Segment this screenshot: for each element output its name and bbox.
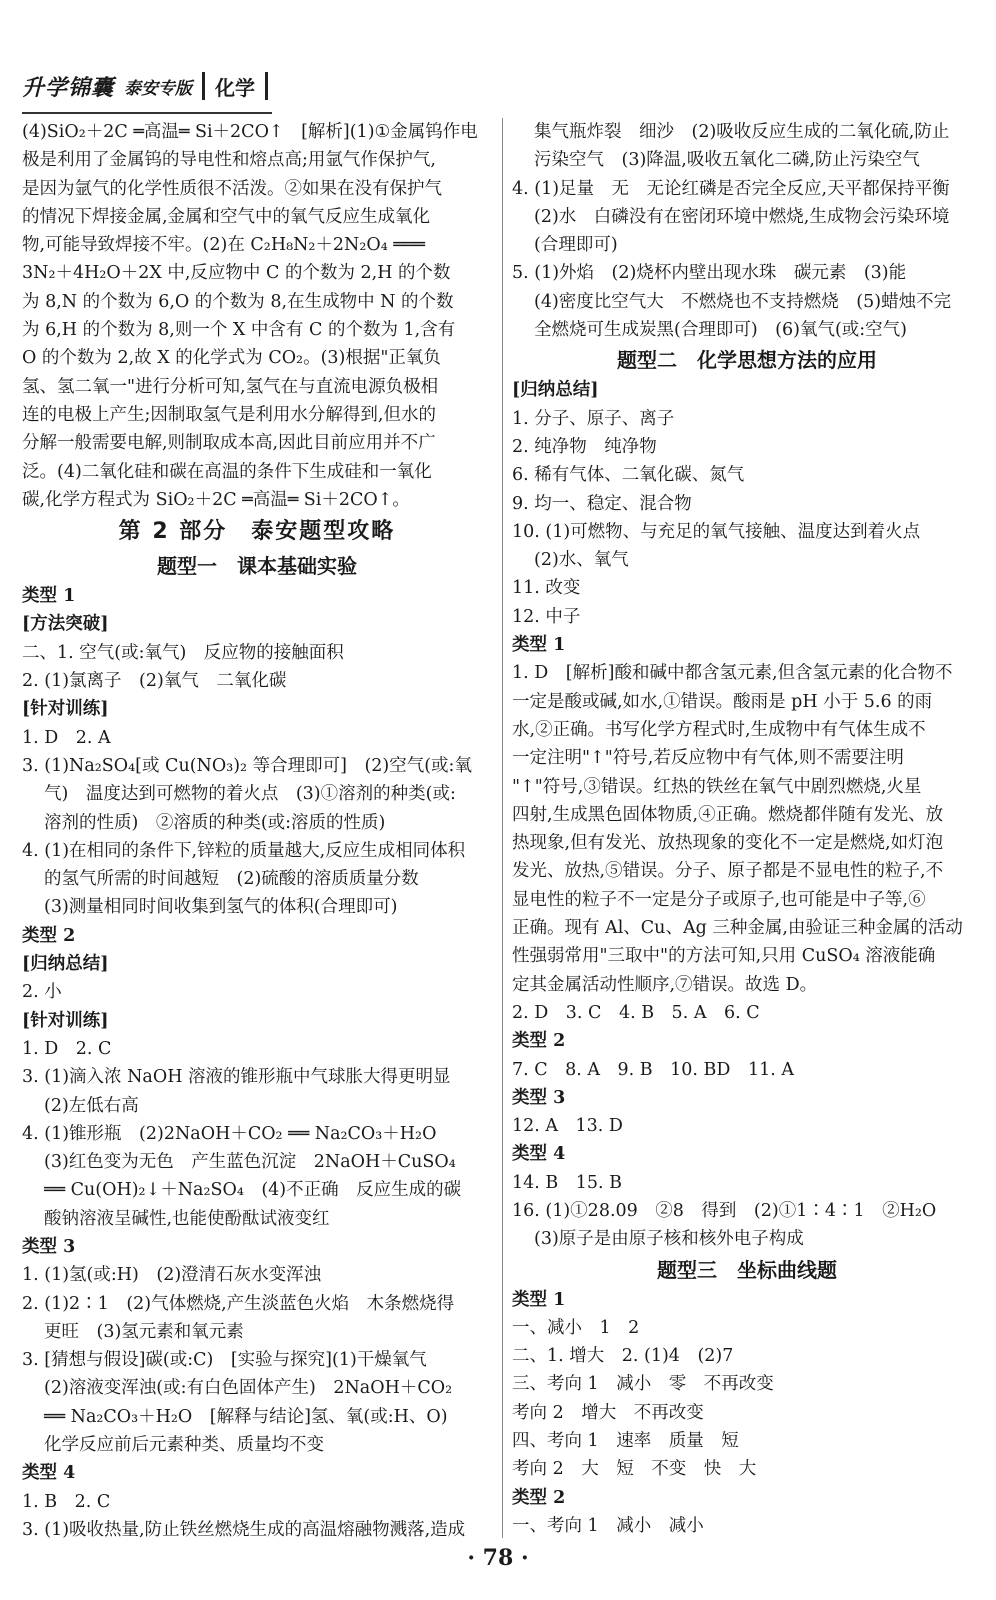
text-line: 性强弱常用"三取中"的方法可知,只用 CuSO₄ 溶液能确 bbox=[512, 946, 936, 967]
text-line: 1. 分子、原子、离子 bbox=[512, 408, 675, 429]
subheading: 类型 2 bbox=[22, 925, 76, 946]
text-line: 1. D [解析]酸和碱中都含氢元素,但含氢元素的化合物不 bbox=[512, 663, 953, 684]
text-line: 1. (1)氢(或:H) (2)澄清石灰水变浑浊 bbox=[22, 1265, 322, 1286]
text-line: 一、考向 1 减小 减小 bbox=[512, 1515, 704, 1536]
text-line: O 的个数为 2,故 X 的化学式为 CO₂。(3)根据"正氧负 bbox=[22, 348, 441, 369]
text-line: 发光、放热,⑤错误。分子、原子都是不显电性的粒子,不 bbox=[512, 861, 944, 882]
text-line: 9. 均一、稳定、混合物 bbox=[512, 493, 692, 514]
right-column bbox=[512, 118, 982, 1540]
subheading: [针对训练] bbox=[22, 1010, 109, 1031]
subheading: [方法突破] bbox=[22, 614, 109, 635]
text-line: (合理即可) bbox=[534, 235, 618, 256]
text-line: 连的电极上产生;因制取氢气是利用水分解得到,但水的 bbox=[22, 404, 436, 425]
text-line: 12. A 13. D bbox=[512, 1116, 623, 1137]
subheading: [归纳总结] bbox=[22, 954, 109, 975]
header-divider bbox=[265, 72, 268, 100]
text-line: 2. D 3. C 4. B 5. A 6. C bbox=[512, 1002, 760, 1023]
text-line: 1. D 2. C bbox=[22, 1038, 112, 1059]
text-line: 显电性的粒子不一定是分子或原子,也可能是中子等,⑥ bbox=[512, 889, 926, 910]
text-line: 2. 纯净物 纯净物 bbox=[512, 436, 657, 457]
text-line: (2)溶液变浑浊(或:有白色固体产生) 2NaOH＋CO₂ bbox=[44, 1378, 453, 1399]
text-line: 更旺 (3)氢元素和氧元素 bbox=[44, 1321, 244, 1342]
text-line: 2. (1)氯离子 (2)氧气 二氧化碳 bbox=[22, 671, 287, 692]
text-line: 3. [猜想与假设]碳(或:C) [实验与探究](1)干燥氧气 bbox=[22, 1350, 427, 1371]
text-line: 化学反应前后元素种类、质量均不变 bbox=[44, 1435, 324, 1456]
header-divider bbox=[202, 72, 205, 100]
text-line: 14. B 15. B bbox=[512, 1172, 623, 1193]
text-line: 一定是酸或碱,如水,①错误。酸雨是 pH 小于 5.6 的雨 bbox=[512, 691, 933, 712]
text-line: 4. (1)锥形瓶 (2)2NaOH＋CO₂ ══ Na₂CO₃＋H₂O bbox=[22, 1123, 437, 1144]
text-line: 6. 稀有气体、二氧化碳、氮气 bbox=[512, 465, 745, 486]
page-header bbox=[22, 62, 268, 110]
subheading: 类型 1 bbox=[22, 586, 76, 607]
section-title: 题型二 化学思想方法的应用 bbox=[617, 348, 877, 373]
text-line: 四射,生成黑色固体物质,④正确。燃烧都伴随有发光、放 bbox=[512, 804, 944, 825]
text-line: 1. B 2. C bbox=[22, 1491, 111, 1512]
text-line: 定其金属活动性顺序,⑦错误。故选 D。 bbox=[512, 974, 818, 995]
text-line: 7. C 8. A 9. B 10. BD 11. A bbox=[512, 1059, 794, 1080]
edition-label: 泰安专版 bbox=[124, 78, 193, 99]
text-line: 一定注明"↑"符号,若反应物中有气体,则不需要注明 bbox=[512, 748, 904, 769]
text-line: 3. (1)Na₂SO₄[或 Cu(NO₃)₂ 等合理即可] (2)空气(或:氧 bbox=[22, 755, 472, 776]
text-line: 气) 温度达到可燃物的着火点 (3)①溶剂的种类(或: bbox=[44, 784, 456, 805]
text-line: 水,②正确。书写化学方程式时,生成物中有气体生成不 bbox=[512, 719, 926, 740]
subheading: 类型 2 bbox=[512, 1487, 566, 1508]
text-line: 污染空气 (3)降温,吸收五氧化二磷,防止污染空气 bbox=[534, 150, 920, 171]
subject-label: 化学 bbox=[215, 75, 256, 100]
text-line: 集气瓶炸裂 细沙 (2)吸收反应生成的二氧化硫,防止 bbox=[534, 122, 950, 142]
text-line: ══ Cu(OH)₂↓＋Na₂SO₄ (4)不正确 反应生成的碳 bbox=[44, 1180, 462, 1201]
text-line: (2)水、氧气 bbox=[534, 550, 629, 571]
text-line: 4. (1)足量 无 无论红磷是否完全反应,天平都保持平衡 bbox=[512, 178, 950, 199]
text-line: 一、减小 1 2 bbox=[512, 1317, 640, 1338]
text-line: 三、考向 1 减小 零 不再改变 bbox=[512, 1374, 774, 1395]
subheading: [针对训练] bbox=[22, 699, 109, 720]
subheading: 类型 1 bbox=[512, 635, 566, 656]
text-line: 氢、氢二氧一"进行分析可知,氢气在与直流电源负极相 bbox=[22, 376, 439, 397]
text-line: 的氢气所需的时间越短 (2)硫酸的溶质质量分数 bbox=[44, 869, 419, 890]
text-line: 酸钠溶液呈碱性,也能使酚酞试液变红 bbox=[44, 1208, 330, 1229]
text-line: 3N₂＋4H₂O＋2X 中,反应物中 C 的个数为 2,H 的个数 bbox=[22, 263, 451, 284]
subheading: 类型 4 bbox=[512, 1144, 566, 1165]
text-line: 物,可能导致焊接不牢。(2)在 C₂H₈N₂＋2N₂O₄ ═══ bbox=[22, 235, 425, 256]
section-title: 题型三 坐标曲线题 bbox=[657, 1257, 837, 1282]
subheading: 类型 4 bbox=[22, 1463, 76, 1484]
text-line: 的情况下焊接金属,金属和空气中的氧气反应生成氧化 bbox=[22, 206, 431, 227]
text-line: 考向 2 增大 不再改变 bbox=[512, 1402, 704, 1423]
section-title: 题型一 课本基础实验 bbox=[157, 554, 357, 579]
text-line: 4. (1)在相同的条件下,锌粒的质量越大,反应生成相同体积 bbox=[22, 840, 466, 861]
text-line: 分解一般需要电解,则制取成本高,因此目前应用并不广 bbox=[22, 433, 436, 454]
part-title: 第 2 部分 泰安题型攻略 bbox=[118, 519, 396, 545]
subheading: 类型 3 bbox=[22, 1236, 76, 1257]
text-line: 3. (1)滴入浓 NaOH 溶液的锥形瓶中气球胀大得更明显 bbox=[22, 1067, 451, 1088]
text-line: 正确。现有 Al、Cu、Ag 三种金属,由验证三种金属的活动 bbox=[512, 918, 963, 939]
text-line: 1. D 2. A bbox=[22, 727, 111, 748]
text-line: (4)密度比空气大 不燃烧也不支持燃烧 (5)蜡烛不完 bbox=[534, 291, 952, 312]
text-line: 16. (1)①28.09 ②8 得到 (2)①1∶4∶1 ②H₂O bbox=[512, 1200, 937, 1221]
text-line: 全燃烧可生成炭黑(合理即可) (6)氧气(或:空气) bbox=[534, 320, 907, 341]
text-line: (2)左低右高 bbox=[44, 1095, 139, 1116]
text-line: (3)原子是由原子核和核外电子构成 bbox=[534, 1229, 804, 1250]
subheading: 类型 1 bbox=[512, 1289, 566, 1310]
text-line: 热现象,但有发光、放热现象的变化不一定是燃烧,如灯泡 bbox=[512, 833, 944, 854]
subheading: 类型 2 bbox=[512, 1031, 566, 1052]
text-line: 为 8,N 的个数为 6,O 的个数为 8,在生成物中 N 的个数 bbox=[22, 291, 454, 312]
text-line: 碳,化学方程式为 SiO₂＋2C ═高温═ Si＋2CO↑。 bbox=[22, 489, 410, 510]
text-line: 二、1. 空气(或:氧气) 反应物的接触面积 bbox=[22, 642, 344, 663]
text-line: 5. (1)外焰 (2)烧杯内壁出现水珠 碳元素 (3)能 bbox=[512, 263, 907, 284]
text-line: 2. 小 bbox=[22, 982, 62, 1003]
left-column bbox=[22, 118, 492, 1544]
header-rule bbox=[22, 112, 272, 114]
subheading: [归纳总结] bbox=[512, 380, 599, 401]
text-line: ══ Na₂CO₃＋H₂O [解释与结论]氢、氧(或:H、O) bbox=[44, 1406, 448, 1427]
text-line: 3. (1)吸收热量,防止铁丝燃烧生成的高温熔融物溅落,造成 bbox=[22, 1519, 466, 1540]
text-line: 12. 中子 bbox=[512, 606, 581, 627]
text-line: 11. 改变 bbox=[512, 578, 581, 599]
text-line: 二、1. 增大 2. (1)4 (2)7 bbox=[512, 1346, 734, 1367]
text-line: 为 6,H 的个数为 8,则一个 X 中含有 C 的个数为 1,含有 bbox=[22, 320, 456, 341]
page-number: · 78 · bbox=[467, 1545, 529, 1571]
text-line: 是因为氩气的化学性质很不活泼。②如果在没有保护气 bbox=[22, 178, 442, 199]
text-line: 溶剂的性质) ②溶质的种类(或:溶质的性质) bbox=[44, 812, 386, 833]
text-line: 泛。(4)二氧化硅和碳在高温的条件下生成硅和一氧化 bbox=[22, 461, 432, 482]
text-line: (3)红色变为无色 产生蓝色沉淀 2NaOH＋CuSO₄ bbox=[44, 1152, 456, 1173]
subheading: 类型 3 bbox=[512, 1087, 566, 1108]
text-line: 2. (1)2∶1 (2)气体燃烧,产生淡蓝色火焰 木条燃烧得 bbox=[22, 1293, 455, 1314]
text-line: 考向 2 大 短 不变 快 大 bbox=[512, 1459, 757, 1480]
text-line: "↑"符号,③错误。红热的铁丝在氧气中剧烈燃烧,火星 bbox=[512, 776, 922, 797]
text-line: 10. (1)可燃物、与充足的氧气接触、温度达到着火点 bbox=[512, 521, 921, 542]
text-line: 极是利用了金属钨的导电性和熔点高;用氩气作保护气, bbox=[22, 150, 436, 171]
text-line: (4)SiO₂＋2C ═高温═ Si＋2CO↑ [解析](1)①金属钨作电 bbox=[22, 122, 478, 142]
column-divider bbox=[502, 118, 503, 1538]
brand-logo: 升学锦囊 bbox=[22, 75, 115, 101]
text-line: (3)测量相同时间收集到氢气的体积(合理即可) bbox=[44, 897, 398, 918]
text-line: 四、考向 1 速率 质量 短 bbox=[512, 1431, 739, 1452]
text-line: (2)水 白磷没有在密闭环境中燃烧,生成物会污染环境 bbox=[534, 206, 950, 227]
